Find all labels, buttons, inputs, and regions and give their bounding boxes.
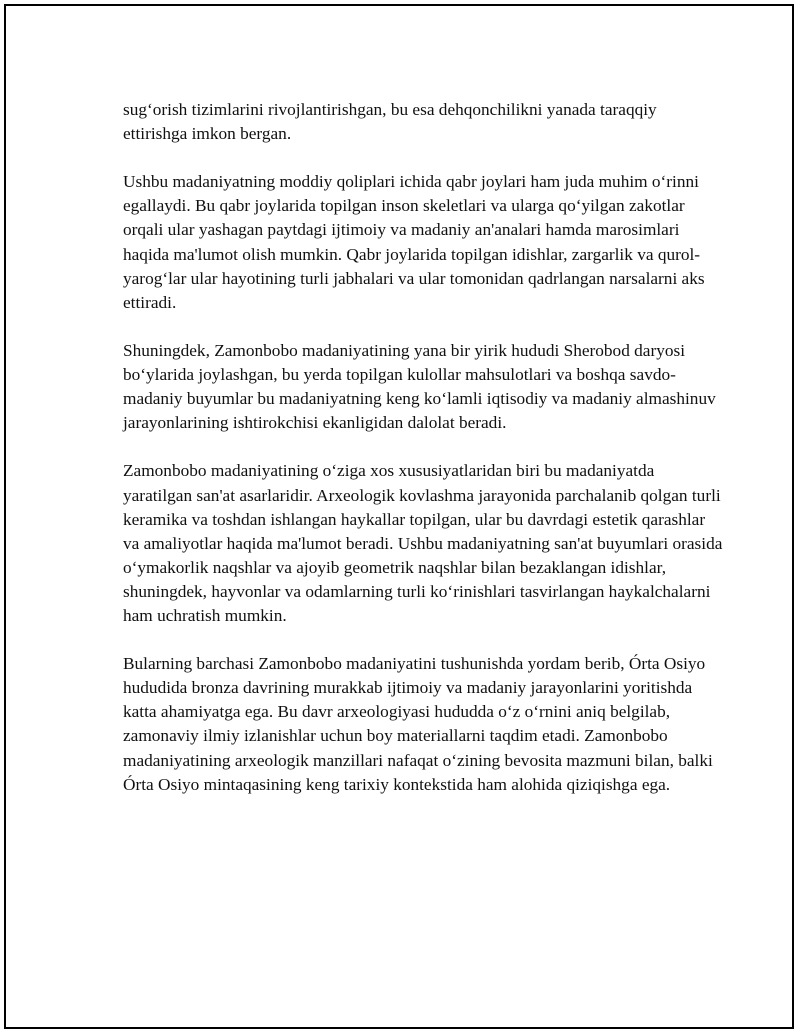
paragraph-2: Ushbu madaniyatning moddiy qoliplari ichida qabr joylari ham juda muhim o‘rinni egallaydi. Bu qabr joylarida topilgan inson skeletlari va ularga qo‘yilgan zakotlar orqali ular yashagan paytdagi ijtimoiy va madaniy an'analari hamda marosimlari haqida ma'lumot olish mumkin. Qabr joylarida topilgan idishlar, zargarlik va qurol-yarog‘lar ular hayotining turli jabhalari va ular tomonidan qadrlangan narsalarni aks ettiradi. [123, 172, 705, 312]
document-body [123, 98, 723, 821]
paragraph-4: Zamonbobo madaniyatining o‘ziga xos xususiyatlaridan biri bu madaniyatda yaratilgan san'at asarlaridir. Arxeologik kovlashma jarayonida parchalanib qolgan turli keramika va toshdan ishlangan haykallar topilgan, ular bu davrdagi estetik qarashlar va amaliyotlar haqida ma'lumot beradi. Ushbu madaniyatning san'at buyumlari orasida o‘ymakorlik naqshlar va ajoyib geometrik naqshlar bilan bezaklangan idishlar, shuningdek, hayvonlar va odamlarning turli ko‘rinishlari tasvirlangan haykalchalarni ham uchratish mumkin. [123, 461, 723, 625]
paragraph-1: sug‘orish tizimlarini rivojlantirishgan, bu esa dehqonchilikni yanada taraqqiy ettirishga imkon bergan. [123, 100, 657, 144]
paragraph-3: Shuningdek, Zamonbobo madaniyatining yana bir yirik hududi Sherobod daryosi bo‘ylarida joylashgan, bu yerda topilgan kulollar mahsulotlari va boshqa savdo-madaniy buyumlar bu madaniyatning keng ko‘lamli iqtisodiy va madaniy almashinuv jarayonlarining ishtirokchisi ekanligidan dalolat beradi. [123, 340, 716, 433]
page-frame [4, 4, 794, 1029]
paragraph-5: Bularning barchasi Zamonbobo madaniyatini tushunishda yordam berib, Órta Osiyo hududida bronza davrining murakkab ijtimoiy va madaniy jarayonlarini yoritishda katta ahamiyatga ega. Bu davr arxeologiyasi hududda o‘z o‘rnini aniq belgilab, zamonaviy ilmiy izlanishlar uchun boy materiallarni taqdim etadi. Zamonbobo madaniyatining arxeologik manzillari nafaqat o‘zining bevosita mazmuni bilan, balki Órta Osiyo mintaqasining keng tarixiy kontekstida ham alohida qiziqishga ega. [123, 654, 713, 794]
